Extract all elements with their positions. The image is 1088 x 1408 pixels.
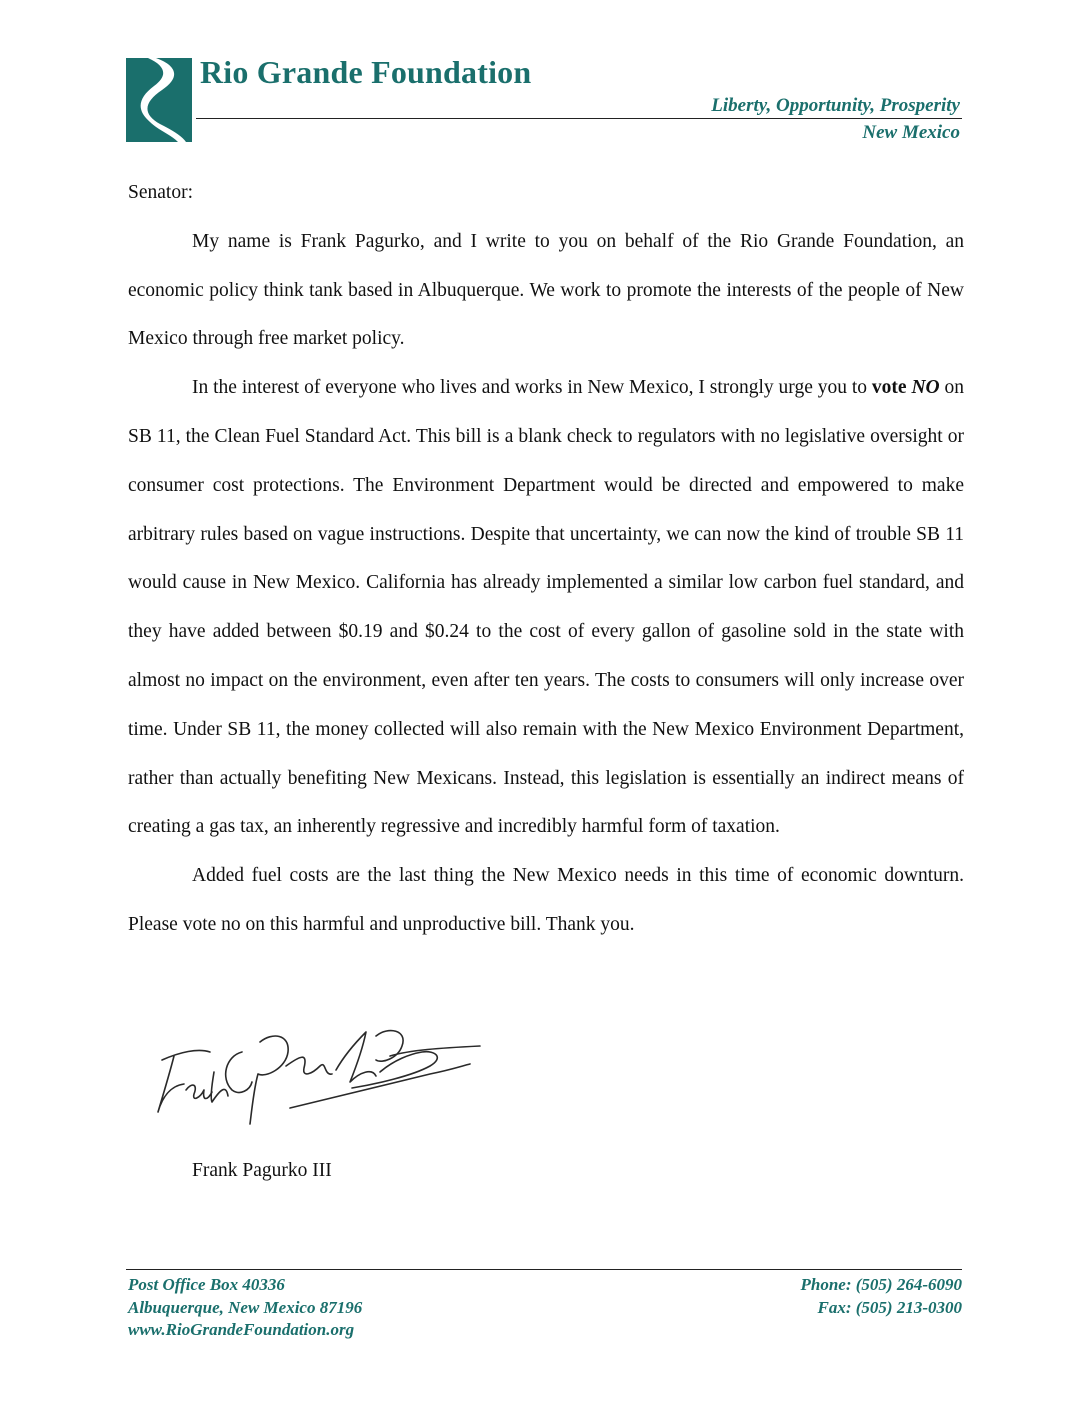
organization-state: New Mexico bbox=[862, 122, 960, 143]
footer-contact bbox=[801, 1274, 962, 1319]
paragraph-closing: Added fuel costs are the last thing the New Mexico needs in this time of economic downturn. Please vote no on this harmful and unproductive bill. Thank you. bbox=[128, 865, 964, 935]
fax-number: Fax: (505) 213-0300 bbox=[817, 1297, 962, 1317]
address-line-2: Albuquerque, New Mexico 87196 bbox=[128, 1297, 363, 1317]
organization-name: Rio Grande Foundation bbox=[200, 54, 532, 90]
paragraph-argument bbox=[128, 364, 964, 852]
river-logo-icon bbox=[126, 58, 192, 142]
no-word: NO bbox=[911, 377, 940, 399]
vote-word: vote bbox=[871, 377, 907, 399]
paragraph-argument-intro: In the interest of everyone who lives and works in New Mexico, I strongly urge you to bbox=[192, 377, 868, 399]
website-link[interactable]: www.RioGrandeFoundation.org bbox=[128, 1320, 355, 1339]
salutation: Senator: bbox=[128, 182, 193, 203]
signer-name: Frank Pagurko III bbox=[192, 1160, 332, 1181]
vote-no-emphasis bbox=[872, 377, 940, 398]
paragraph-argument-body: on SB 11, the Clean Fuel Standard Act. This bill is a blank check to regulators with no legislative oversight or consumer cost protections. The Environment Department would be directed and empowered to make arbitrary rules based on vague instructions. Despite that uncertainty, we can now the kind of trouble SB 11 would cause in New Mexico. California has already implemented a similar low carbon fuel standard, and they have added between $0.19 and $0.24 to the cost of every gallon of gasoline sold in the state with almost no impact on the environment, even after ten years. The costs to consumers will only increase over time. Under SB 11, the money collected will also remain with the New Mexico Environment Department, rather than actually benefiting New Mexicans. Instead, this legislation is essentially an indirect means of creating a gas tax, an inherently regressive and incredibly harmful form of taxation. bbox=[128, 377, 965, 838]
paragraph-introduction: My name is Frank Pagurko, and I write to you on behalf of the Rio Grande Foundation, an economic policy think tank based in Albuquerque. We work to promote the interests of the people of New Mexico through free market policy. bbox=[128, 230, 964, 350]
address-line-1: Post Office Box 40336 bbox=[128, 1275, 285, 1294]
letter-body bbox=[128, 169, 964, 950]
handwritten-signature bbox=[140, 1012, 500, 1152]
phone-number: Phone: (505) 264-6090 bbox=[800, 1275, 962, 1294]
header-divider bbox=[196, 118, 962, 119]
footer-address bbox=[128, 1274, 362, 1342]
footer-divider bbox=[126, 1269, 962, 1270]
organization-tagline: Liberty, Opportunity, Prosperity bbox=[711, 95, 960, 116]
